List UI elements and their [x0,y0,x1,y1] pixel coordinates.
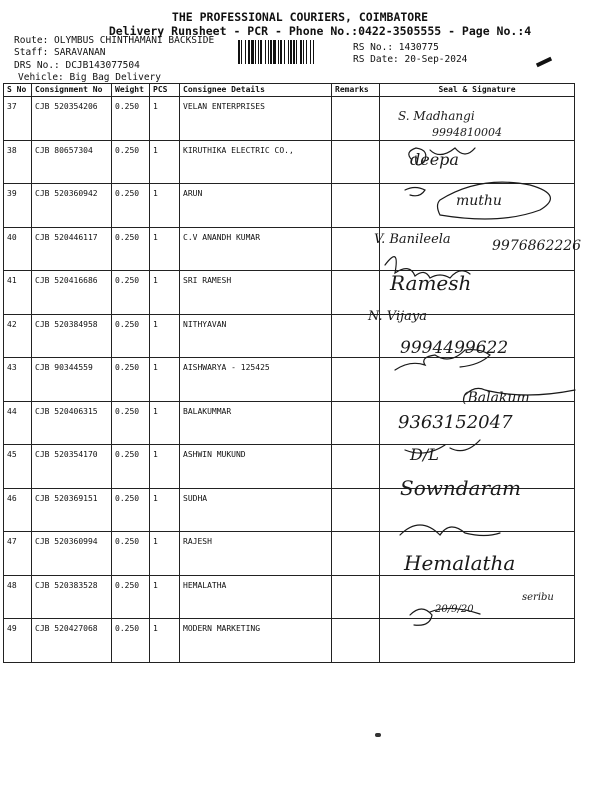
cell-remarks [332,575,380,619]
table-row [4,140,575,184]
cell-consignment: CJB 520354170 [32,445,112,489]
cell-sno: 38 [4,140,32,184]
table-row [4,401,575,445]
cell-signature [380,401,575,445]
table-row [4,575,575,619]
rs-date: RS Date: 20-Sep-2024 [353,54,468,65]
col-consignment: Consignment No [32,84,112,97]
cell-weight: 0.250 [112,227,150,271]
cell-pcs: 1 [150,227,180,271]
table-row [4,619,575,663]
cell-pcs: 1 [150,97,180,141]
cell-signature [380,619,575,663]
cell-signature [380,140,575,184]
scan-speck [375,733,381,737]
cell-consignee: BALAKUMMAR [180,401,332,445]
table-row [4,445,575,489]
cell-remarks [332,314,380,358]
route-label: Route: OLYMBUS CHINTHAMANI BACKSIDE [14,35,215,46]
cell-remarks [332,532,380,576]
sig-37-name: S. Madhangi [398,109,475,123]
rs-number: RS No.: 1430775 [353,42,439,53]
col-signature: Seal & Signature [380,84,575,97]
cell-remarks [332,271,380,315]
cell-consignee: SRI RAMESH [180,271,332,315]
cell-pcs: 1 [150,619,180,663]
table-header-row [4,84,575,97]
company-name: THE PROFESSIONAL COURIERS, COIMBATORE [171,10,429,24]
staff-label: Staff: SARAVANAN [14,47,106,58]
sig-44-phone: 9363152047 [398,412,513,433]
cell-consignee: VELAN ENTERPRISES [180,97,332,141]
sig-41: Ramesh [390,271,472,295]
cell-consignee: ARUN [180,184,332,228]
cell-sno: 45 [4,445,32,489]
sig-39: muthu [456,193,502,209]
sig-48: Hemalatha [404,551,516,575]
cell-weight: 0.250 [112,401,150,445]
cell-pcs: 1 [150,532,180,576]
cell-remarks [332,619,380,663]
cell-pcs: 1 [150,575,180,619]
cell-signature [380,271,575,315]
cell-pcs: 1 [150,140,180,184]
cell-consignment: CJB 520427068 [32,619,112,663]
table-row [4,488,575,532]
cell-pcs: 1 [150,445,180,489]
cell-pcs: 1 [150,488,180,532]
cell-signature [380,445,575,489]
sig-42-phone: 9994499622 [400,338,509,358]
cell-consignment: CJB 520360942 [32,184,112,228]
cell-signature [380,97,575,141]
cell-pcs: 1 [150,314,180,358]
table-row [4,314,575,358]
cell-consignee: HEMALATHA [180,575,332,619]
cell-weight: 0.250 [112,575,150,619]
cell-weight: 0.250 [112,532,150,576]
sig-44-name: (Balakum [462,390,530,406]
sig-40-phone: 9976862226 [492,238,582,254]
cell-sno: 46 [4,488,32,532]
cell-sno: 49 [4,619,32,663]
table-row [4,97,575,141]
cell-consignment: CJB 520360994 [32,532,112,576]
cell-signature [380,358,575,402]
cell-pcs: 1 [150,184,180,228]
cell-signature [380,184,575,228]
sig-40-name: V. Banileela [374,232,451,247]
cell-weight: 0.250 [112,619,150,663]
cell-remarks [332,227,380,271]
cell-remarks [332,358,380,402]
cell-consignee: RAJESH [180,532,332,576]
col-remarks: Remarks [332,84,380,97]
cell-weight: 0.250 [112,314,150,358]
cell-pcs: 1 [150,401,180,445]
cell-weight: 0.250 [112,140,150,184]
cell-weight: 0.250 [112,97,150,141]
cell-remarks [332,184,380,228]
cell-signature [380,532,575,576]
cell-consignment: CJB 520354206 [32,97,112,141]
cell-consignment: CJB 520383528 [32,575,112,619]
cell-pcs: 1 [150,358,180,402]
cell-consignment: CJB 520416686 [32,271,112,315]
drs-number: DRS No.: DCJB143077504 [14,60,140,71]
cell-signature [380,488,575,532]
sig-42-name: N. Vijaya [368,309,428,324]
cell-consignment: CJB 90344559 [32,358,112,402]
sig-45: D/L [410,445,439,464]
cell-consignment: CJB 520446117 [32,227,112,271]
cell-consignment: CJB 80657304 [32,140,112,184]
sig-37-phone: 9994810004 [432,126,502,139]
pen-mark [536,57,552,67]
cell-pcs: 1 [150,271,180,315]
sig-49-name: seribu [522,592,554,603]
cell-sno: 40 [4,227,32,271]
cell-signature [380,227,575,271]
cell-consignment: CJB 520369151 [32,488,112,532]
barcode [238,40,346,64]
cell-sno: 47 [4,532,32,576]
cell-consignee: NITHYAVAN [180,314,332,358]
cell-remarks [332,97,380,141]
cell-weight: 0.250 [112,271,150,315]
cell-sno: 44 [4,401,32,445]
cell-weight: 0.250 [112,488,150,532]
cell-sno: 37 [4,97,32,141]
cell-sno: 39 [4,184,32,228]
sig-49-date: 20/9/20 [435,604,474,615]
cell-remarks [332,401,380,445]
cell-remarks [332,445,380,489]
col-consignee: Consignee Details [180,84,332,97]
cell-consignee: SUDHA [180,488,332,532]
col-pcs: PCS [150,84,180,97]
cell-consignee: ASHWIN MUKUND [180,445,332,489]
cell-consignee: C.V ANANDH KUMAR [180,227,332,271]
cell-consignee: KIRUTHIKA ELECTRIC CO., [180,140,332,184]
cell-sno: 48 [4,575,32,619]
runsheet-table [3,83,575,663]
sig-38: deepa [410,150,459,169]
table-row [4,358,575,402]
cell-consignment: CJB 520406315 [32,401,112,445]
cell-weight: 0.250 [112,184,150,228]
cell-consignee: MODERN MARKETING [180,619,332,663]
cell-weight: 0.250 [112,358,150,402]
runsheet-title: Delivery Runsheet - PCR - Phone No.:0422-3505555 - Page No.:4 [108,24,532,38]
table-row [4,271,575,315]
table-row [4,227,575,271]
vehicle-label: Vehicle: Big Bag Delivery [18,72,161,83]
cell-signature [380,314,575,358]
col-weight: Weight [112,84,150,97]
cell-signature [380,575,575,619]
cell-remarks [332,488,380,532]
cell-sno: 41 [4,271,32,315]
sig-46: Sowndaram [400,476,521,500]
col-sno: S No [4,84,32,97]
table-row [4,532,575,576]
cell-remarks [332,140,380,184]
cell-sno: 42 [4,314,32,358]
table-row [4,184,575,228]
cell-sno: 43 [4,358,32,402]
cell-consignment: CJB 520384958 [32,314,112,358]
cell-weight: 0.250 [112,445,150,489]
cell-consignee: AISHWARYA - 125425 [180,358,332,402]
